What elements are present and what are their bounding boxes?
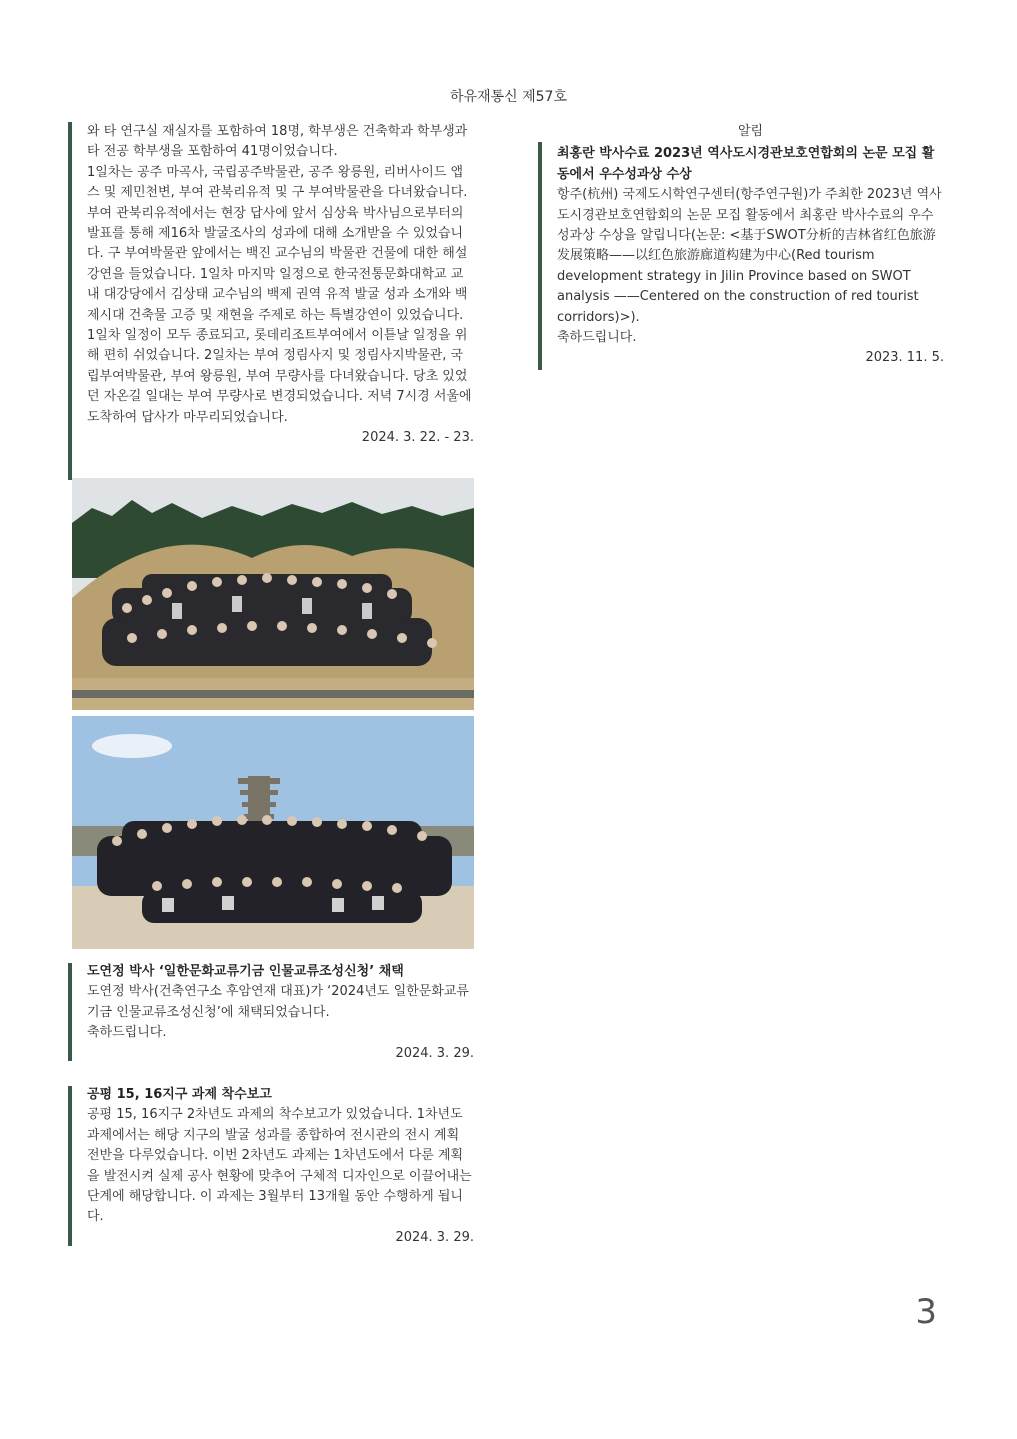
notice-title: 최홍란 박사수료 2023년 역사도시경관보호연합회의 논문 모집 활동에서 우수성과상 수상 (557, 146, 935, 182)
section-bar-trip (68, 122, 72, 480)
news2-body: 공평 15, 16지구 2차년도 과제의 착수보고가 있었습니다. 1차년도 과제에서는 해당 지구의 발굴 성과를 종합하여 전시관의 전시 계획 전반을 다루었습니다. 이번 2차년도 과제는 1차년도에서 다룬 계획을 발전시켜 실제 공사 현황에 맞추어 구체적 디자인으로 이끌어내는 단계에 해당합니다. 이 과제는 3월부터 13개월 동안 수행하게 됩니다. (87, 1107, 472, 1225)
news2-date: 2024. 3. 29. (395, 1229, 474, 1245)
section-bar-notice (538, 142, 542, 370)
trip-paragraph-2: 1일차는 공주 마곡사, 국립공주박물관, 공주 왕릉원, 리버사이드 앱스 및 제민천변, 부여 관북리유적 및 구 부여박물관을 다녀왔습니다. 부여 관북리유적에서는 현장 답사에 앞서 심상육 박사님으로부터의 발표를 통해 제16차 발굴조사의 성과에 대해 소개받을 수 있었습니다. 구 부여박물관 앞에서는 백진 교수님의 박물관 건물에 대한 해설 강연을 들었습니다. 1일차 마지막 일정으로 한국전통문화대학교 교내 대강당에서 김상태 교수님의 백제 권역 유적 발굴 성과 소개와 백제시대 건축물 고증 및 재현을 주제로 하는 특별강연이 있었습니다. 1일차 일정이 모두 종료되고, 롯데리조트부여에서 이튿날 일정을 위해 편히 쉬었습니다. 2일차는 부여 정림사지 및 정림사지박물관, 국립부여박물관, 부여 왕릉원, 부여 무량사를 다녀왔습니다. 당초 있었던 자온길 일대는 부여 무량사로 변경되었습니다. 저녁 7시경 서울에 도착하여 답사가 마무리되었습니다. (87, 164, 472, 425)
trip-date: 2024. 3. 22. - 23. (361, 430, 474, 446)
trip-paragraph-1: 와 타 연구실 재실자를 포함하여 18명, 학부생은 건축학과 학부생과 타 전공 학부생을 포함하여 41명이었습니다. (87, 124, 468, 160)
notice-date: 2023. 11. 5. (865, 350, 944, 366)
page-number: 3 (915, 1292, 937, 1332)
group-photo-pagoda (72, 716, 474, 949)
section-bar-news2 (68, 1086, 72, 1246)
news2-title: 공평 15, 16지구 과제 착수보고 (87, 1087, 272, 1102)
group-photo-tomb-mounds-image (72, 478, 474, 710)
group-photo-pagoda-image (72, 716, 474, 949)
notice-item-choi-hongran (557, 122, 944, 369)
newsletter-header: 하유재통신 제57호 (450, 89, 567, 105)
news-item-gongpyeong (87, 1085, 474, 1248)
news1-body: 도연정 박사(건축연구소 후암연재 대표)가 ‘2024년도 일한문화교류기금 인물교류조성신청’에 채택되었습니다. (87, 984, 469, 1020)
news1-congrats: 축하드립니다. (87, 1025, 167, 1041)
news-item-do-yeonjeong (87, 962, 474, 1064)
trip-report (87, 122, 474, 449)
section-bar-news1 (68, 963, 72, 1061)
notice-section-label: 알림 (737, 124, 764, 139)
news1-title: 도연정 박사 ‘일한문화교류기금 인물교류조성신청’ 채택 (87, 964, 404, 979)
notice-body: 항주(杭州) 국제도시학연구센터(항주연구원)가 주최한 2023년 역사도시경관보호연합회의 논문 모집 활동에서 최홍란 박사수료의 우수성과상 수상을 알립니다(논문: <基于SWOT分析的吉林省红色旅游发展策略——以红色旅游廊道构建为中心(Red tourism development strategy in Jilin Province based on SWOT analysis ——Centered on the construction of red tourist corridors)>). (557, 187, 942, 325)
group-photo-tomb-mounds (72, 478, 474, 710)
news1-date: 2024. 3. 29. (395, 1045, 474, 1061)
notice-congrats: 축하드립니다. (557, 330, 637, 346)
